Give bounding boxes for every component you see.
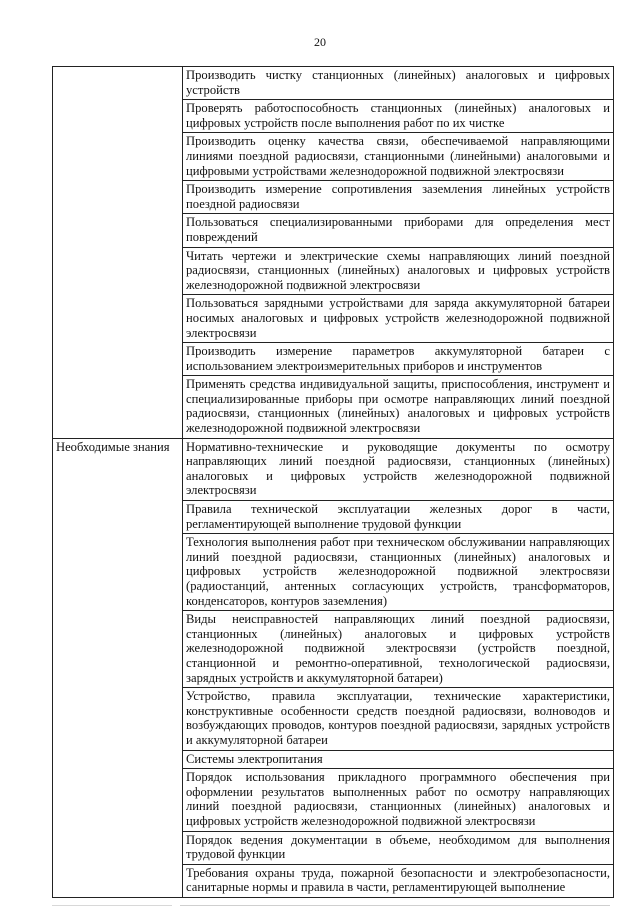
skill-item: Производить измерение сопротивления заземления линейных устройств поездной радиосвязи	[183, 181, 614, 214]
knowledge-item: Нормативно-технические и руководящие документы по осмотру направляющих линий поездной радиосвязи, станционных (линейных) аналоговых и цифровых устройств железнодорожной подвижной электросвязи	[183, 438, 614, 500]
knowledge-item: Требования охраны труда, пожарной безопасности и электробезопасности, санитарные нормы и правила в части, регламентирующей выполнение	[183, 864, 614, 897]
scan-edge-line	[52, 905, 172, 906]
scan-edge-line	[180, 905, 610, 906]
skill-item: Пользоваться специализированными приборами для определения мест повреждений	[183, 214, 614, 247]
skill-item: Производить измерение параметров аккумуляторной батареи с использованием электроизмерительных приборов и инструментов	[183, 343, 614, 376]
table-row	[53, 67, 614, 100]
table-row	[53, 438, 614, 500]
skill-item: Производить чистку станционных (линейных) аналоговых и цифровых устройств	[183, 67, 614, 100]
skill-item: Производить оценку качества связи, обеспечиваемой направляющими линиями поездной радиосвязи, станционными (линейными) аналоговыми и цифровыми устройствами железнодорожной подвижной электросвязи	[183, 133, 614, 181]
knowledge-item: Правила технической эксплуатации железных дорог в части, регламентирующей выполнение трудовой функции	[183, 501, 614, 534]
knowledge-item: Устройство, правила эксплуатации, технические характеристики, конструктивные особенности средств поездной радиосвязи, волноводов и возбуждающих проводов, контуров поездной радиосвязи, зарядных устройств и аккумуляторной батареи	[183, 688, 614, 750]
knowledge-item: Системы электропитания	[183, 750, 614, 769]
page-number: 20	[314, 35, 326, 49]
knowledge-label: Необходимые знания	[53, 438, 183, 897]
skills-label-cell	[53, 67, 183, 439]
skill-item: Пользоваться зарядными устройствами для заряда аккумуляторной батареи носимых аналоговых и цифровых устройств железнодорожной подвижной электросвязи	[183, 295, 614, 343]
skill-item: Применять средства индивидуальной защиты, приспособления, инструмент и специализированные приборы при осмотре направляющих линий поездной радиосвязи, станционных (линейных) аналоговых и цифровых устройств железнодорожной подвижной электросвязи	[183, 376, 614, 438]
knowledge-item: Технология выполнения работ при техническом обслуживании направляющих линий поездной радиосвязи, станционных (линейных) аналоговых и цифровых устройств железнодорожной подвижной электросвязи (радиостанций, антенных согласующих устройств, трансформаторов, конденсаторов, контуров заземления)	[183, 534, 614, 611]
knowledge-item: Порядок ведения документации в объеме, необходимом для выполнения трудовой функции	[183, 831, 614, 864]
knowledge-item: Порядок использования прикладного программного обеспечения при оформлении результатов выполненных работ по осмотру направляющих линий поездной радиосвязи, станционных (линейных) аналоговых и цифровых устройств железнодорожной подвижной электросвязи	[183, 769, 614, 831]
skill-item: Читать чертежи и электрические схемы направляющих линий поездной радиосвязи, станционных (линейных) аналоговых и цифровых устройств железнодорожной подвижной электросвязи	[183, 247, 614, 295]
skill-item: Проверять работоспособность станционных (линейных) аналоговых и цифровых устройств после выполнения работ по их чистке	[183, 100, 614, 133]
knowledge-item: Виды неисправностей направляющих линий поездной радиосвязи, станционных (линейных) аналоговых и цифровых устройств железнодорожной подвижной электросвязи (устройств поездной, станционной и ремонтно-оперативной, технологической радиосвязи, зарядных устройств и аккумуляторной батареи)	[183, 611, 614, 688]
requirements-table	[52, 66, 614, 898]
